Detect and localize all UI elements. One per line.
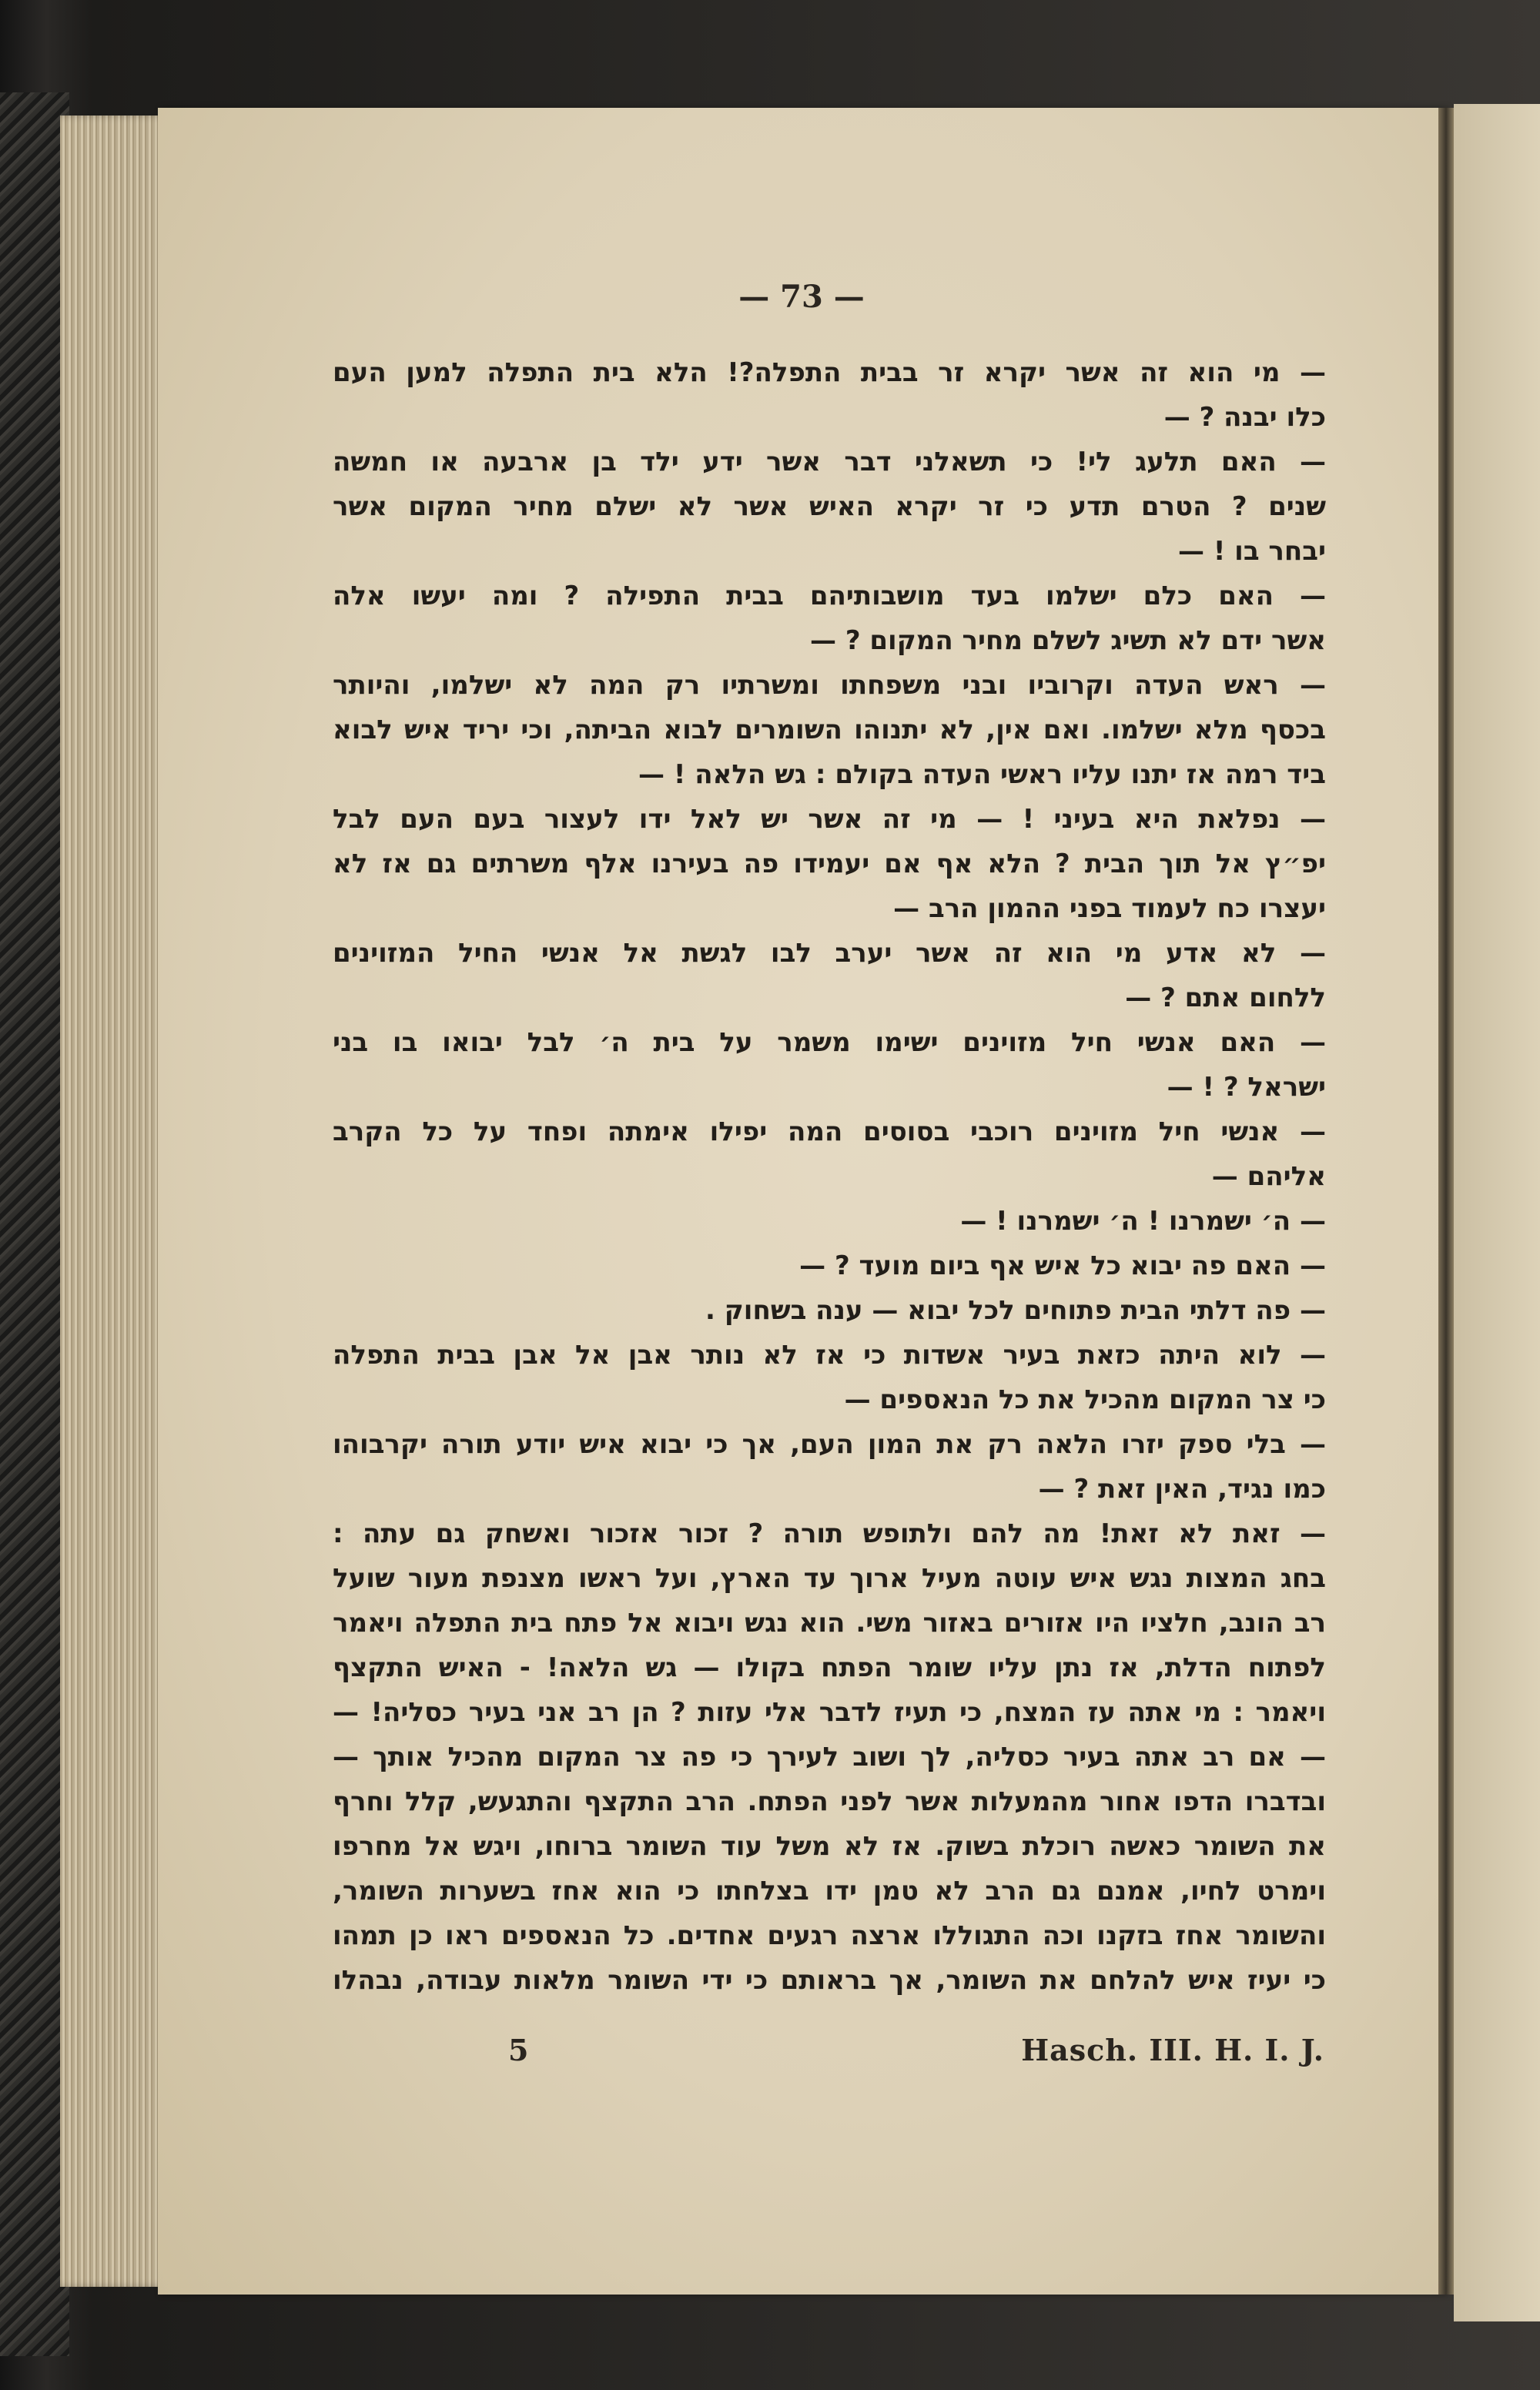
- facing-page-edge: [1454, 104, 1540, 2321]
- text-line: — האם תלעג לי! כי תשאלני דבר אשר ידע ילד בן ארבעה או חמשה: [333, 447, 1326, 477]
- text-line: בכסף מלא ישלמו. ואם אין, לא יתנוהו השומרים לבוא הביתה, וכי יריד איש לבוא: [333, 715, 1326, 745]
- text-line: יבחר בו ! —: [1178, 536, 1326, 567]
- text-line: ללחום אתם ? —: [1125, 982, 1326, 1013]
- text-line: כמו נגיד, האין זאת ? —: [1038, 1474, 1326, 1505]
- text-line: — מי הוא זה אשר יקרא זר בבית התפלה?! הלא בית התפלה למען העם: [333, 357, 1326, 388]
- text-line: שנים ? הטרם תדע כי זר יקרא האיש אשר לא ישלם מחיר המקום אשר: [333, 491, 1326, 522]
- text-line: והשומר אחז בזקנו וכה התגוללו ארצה רגעים אחדים. כל הנאספים ראו כן תמהו: [333, 1920, 1326, 1951]
- text-line: — לוא היתה כזאת בעיר אשדות כי אז לא נותר אבן אל אבן בבית התפלה: [333, 1340, 1326, 1371]
- text-line: — זאת לא זאת! מה להם ולתופש תורה ? זכור אזכור ואשחק גם עתה :: [333, 1518, 1326, 1549]
- text-line: יעצרו כח לעמוד בפני ההמון הרב —: [893, 893, 1326, 924]
- text-line: לפתוח הדלת, אז נתן עליו שומר הפתח בקולו — גש הלאה! - האיש התקצף: [333, 1652, 1326, 1683]
- text-line: — לא אדע מי הוא זה אשר יערב לבו לגשת אל אנשי החיל המזוינים: [333, 938, 1326, 969]
- signature-mark: 5: [508, 2033, 529, 2067]
- text-line: ויאמר : מי אתה עז המצח, כי תעיז לדבר אלי עזות ? הן רב אני בעיר כסליה! —: [333, 1697, 1326, 1728]
- text-line: ביד רמה אז יתנו עליו ראשי העדה בקולם : גש הלאה ! —: [638, 759, 1326, 790]
- text-line: בחג המצות נגש איש עוטה מעיל ארוך עד הארץ, ועל ראשו מצנפת מעור שועל: [333, 1563, 1326, 1594]
- gutter: [1438, 108, 1454, 2295]
- page-text: [333, 350, 1326, 2003]
- text-line: — האם פה יבוא כל איש אף ביום מועד ? —: [799, 1250, 1326, 1281]
- page-footer: [508, 2033, 1324, 2079]
- book-cover: [0, 92, 69, 2356]
- page-number: — 73 —: [738, 279, 865, 315]
- text-line: כלו יבנה ? —: [1163, 402, 1326, 433]
- text-line: אליהם —: [1211, 1161, 1326, 1192]
- text-line: כי צר המקום מהכיל את כל הנאספים —: [844, 1384, 1326, 1415]
- text-line: — ראש העדה וקרוביו ובני משפחתו ומשרתיו רק המה לא ישלמו, והיותר: [333, 670, 1326, 701]
- text-line: — אנשי חיל מזוינים רוכבי בסוסים המה יפילו אימתה ופחד על כל הקרב: [333, 1116, 1326, 1147]
- text-line: — אם רב אתה בעיר כסליה, לך ושוב לעירך כי פה צר המקום מהכיל אותך —: [333, 1742, 1326, 1772]
- text-line: — נפלאת היא בעיני ! — מי זה אשר יש לאל ידו לעצור בעם העם לבל: [333, 804, 1326, 835]
- text-line: יפ״ץ אל תוך הבית ? הלא אף אם יעמידו פה בעירנו אלף משרתים גם אז לא: [333, 849, 1326, 879]
- text-line: כי יעיז איש להלחם את השומר, אך בראותם כי ידי השומר מלאות עבודה, נבהלו: [333, 1965, 1326, 1996]
- text-line: — בלי ספק יזרו הלאה רק את המון העם, אך כי יבוא איש יודע תורה יקרבוהו: [333, 1429, 1326, 1460]
- text-line: ובדברו הדפו אחור מהמעלות אשר לפני הפתח. הרב התקצף והתגעש, קלל וחרף: [333, 1786, 1326, 1817]
- text-line: — האם אנשי חיל מזוינים ישימו משמר על בית ה׳ לבל יבואו בו בני: [333, 1027, 1326, 1058]
- imprint-mark: Hasch. III. H. I. J.: [1021, 2033, 1324, 2067]
- text-line: אשר ידם לא תשיג לשלם מחיר המקום ? —: [809, 625, 1326, 656]
- text-line: — האם כלם ישלמו בעד מושבותיהם בבית התפילה ? ומה יעשו אלה: [333, 581, 1326, 611]
- text-line: רב הונב, חלציו היו אזורים באזור משי. הוא נגש ויבוא אל פתח בית התפלה ויאמר: [333, 1608, 1326, 1639]
- text-line: — פה דלתי הבית פתוחים לכל יבוא — ענה בשחוק .: [705, 1295, 1326, 1326]
- text-line: — ה׳ ישמרנו ! ה׳ ישמרנו ! —: [960, 1206, 1326, 1237]
- text-line: ישראל ? ! —: [1167, 1072, 1326, 1103]
- text-line: וימרט לחיו, אמנם גם הרב לא טמן ידו בצלחתו כי הוא אחז בשערות השומר,: [333, 1876, 1326, 1906]
- text-line: את השומר כאשה רוכלת בשוק. אז לא משל עוד השומר ברוחו, ויגש אל מחרפו: [333, 1831, 1326, 1862]
